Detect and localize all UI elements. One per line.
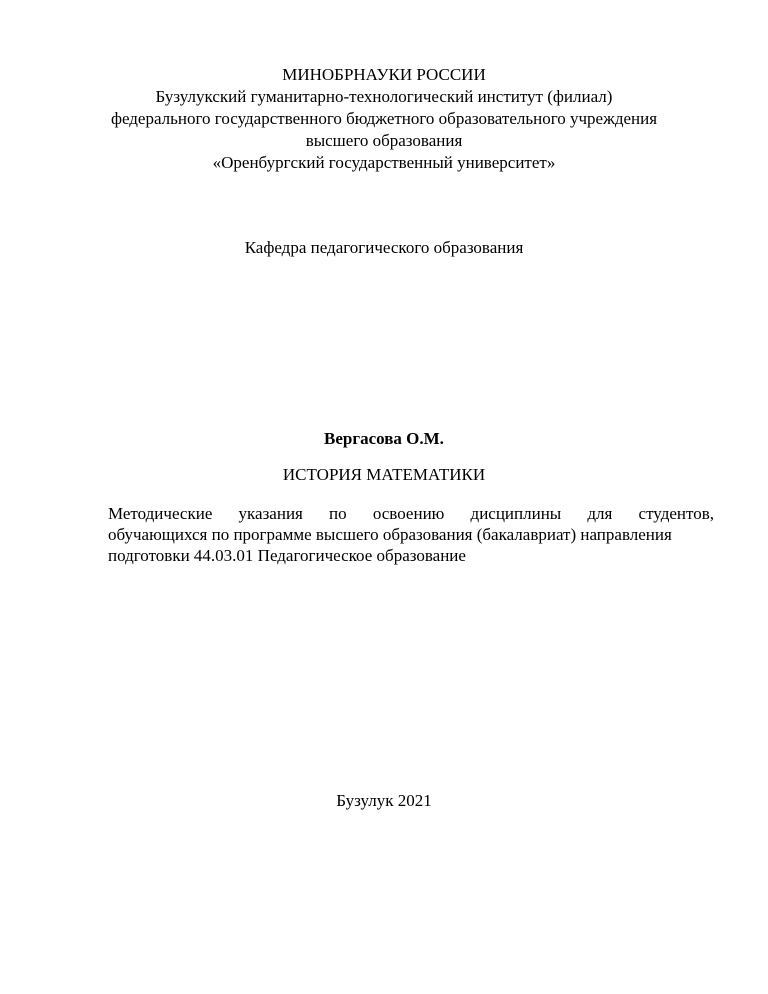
- institute-name: Бузулукский гуманитарно-технологический институт (филиал): [155, 87, 613, 106]
- description-line-3: подготовки 44.03.01 Педагогическое образование: [108, 546, 466, 565]
- university-name: «Оренбургский государственный университет»: [212, 153, 556, 172]
- author-name: Вергасова О.М.: [324, 429, 444, 448]
- city-year: Бузулук 2021: [336, 791, 432, 810]
- document-title: ИСТОРИЯ МАТЕМАТИКИ: [282, 465, 486, 484]
- education-level: высшего образования: [305, 131, 463, 150]
- institution-type: федерального государственного бюджетного образовательного учреждения: [110, 109, 658, 128]
- ministry-name: МИНОБРНАУКИ РОССИИ: [282, 65, 486, 84]
- department-name: Кафедра педагогического образования: [244, 238, 524, 257]
- description-line-1: Методические указания по освоению дисциплины для студентов,: [108, 504, 714, 523]
- description-line-2: обучающихся по программе высшего образования (бакалавриат) направления: [108, 525, 672, 544]
- document-description: [108, 503, 714, 566]
- institution-header: [0, 64, 768, 174]
